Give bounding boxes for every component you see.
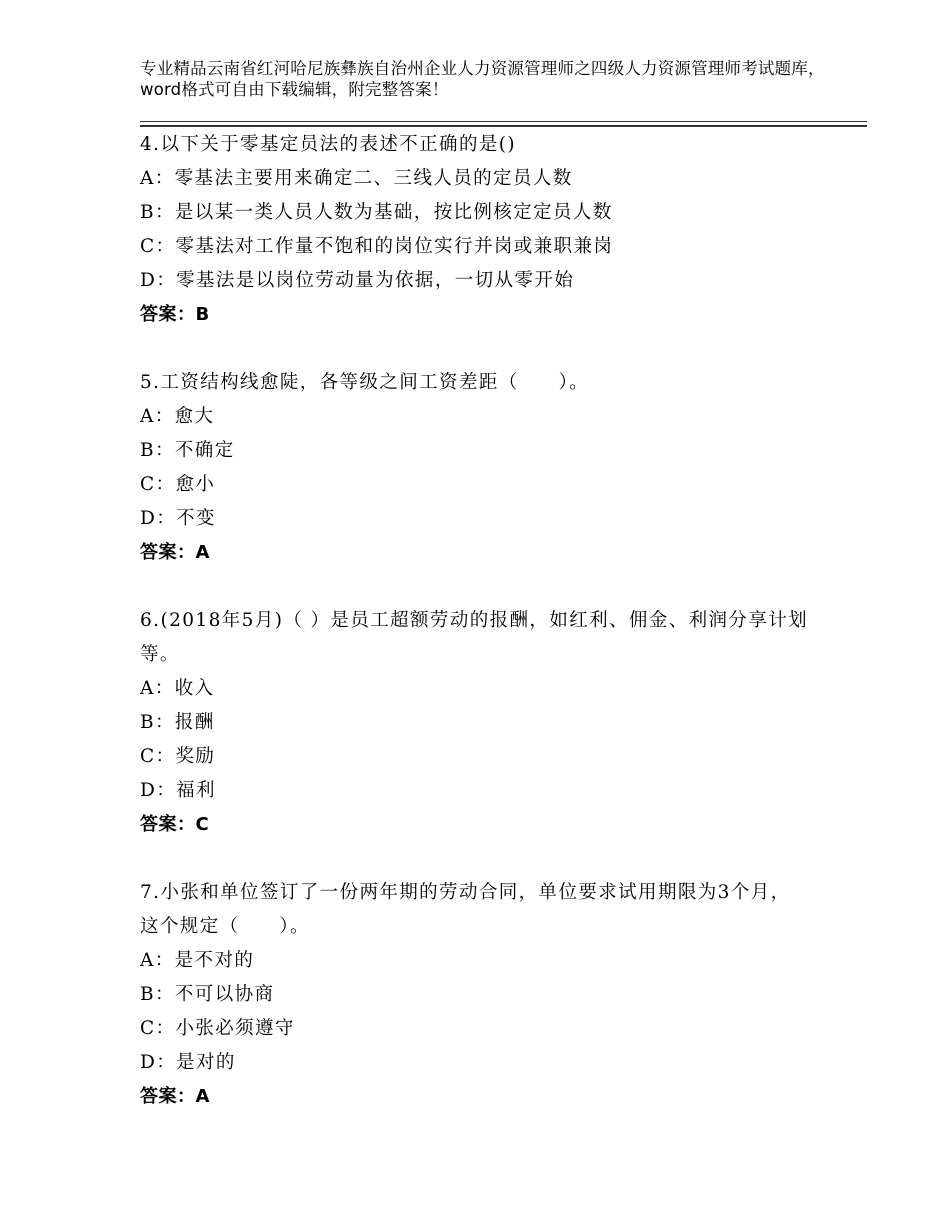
- option-b: B：不可以协商: [140, 984, 275, 1005]
- question-4: [140, 128, 840, 332]
- question-stem: 4.以下关于零基定员法的表述不正确的是(): [140, 134, 516, 155]
- option-d: D：零基法是以岗位劳动量为依据，一切从零开始: [140, 270, 575, 291]
- option-a: A：零基法主要用来确定二、三线人员的定员人数: [140, 168, 573, 189]
- answer-label: 答案：C: [140, 814, 210, 835]
- option-b: B：是以某一类人员人数为基础，按比例核定定员人数: [140, 202, 613, 223]
- option-a: A：收入: [140, 678, 215, 699]
- question-5: [140, 366, 840, 570]
- option-c: C：小张必须遵守: [140, 1018, 295, 1039]
- question-7: [140, 876, 840, 1114]
- option-a: A：愈大: [140, 406, 215, 427]
- question-6: [140, 604, 840, 842]
- option-c: C：零基法对工作量不饱和的岗位实行并岗或兼职兼岗: [140, 236, 614, 257]
- option-b: B：不确定: [140, 440, 235, 461]
- option-b: B：报酬: [140, 712, 215, 733]
- question-stem: 7.小张和单位签订了一份两年期的劳动合同，单位要求试用期限为3个月，这个规定（ ）。: [140, 882, 791, 937]
- option-a: A：是不对的: [140, 950, 255, 971]
- option-d: D：福利: [140, 780, 216, 801]
- question-stem: 6.(2018年5月)（ ）是员工超额劳动的报酬，如红利、佣金、利润分享计划等。: [140, 610, 809, 665]
- question-stem: 5.工资结构线愈陡，各等级之间工资差距（ ）。: [140, 372, 590, 393]
- header-divider-thin: [140, 121, 867, 122]
- option-c: C：愈小: [140, 474, 216, 495]
- answer-label: 答案：A: [140, 542, 210, 563]
- header-divider-thick: [140, 125, 867, 127]
- option-c: C：奖励: [140, 746, 216, 767]
- option-d: D：不变: [140, 508, 216, 529]
- option-d: D：是对的: [140, 1052, 236, 1073]
- answer-label: 答案：B: [140, 304, 210, 325]
- answer-label: 答案：A: [140, 1086, 210, 1107]
- document-header: 专业精品云南省红河哈尼族彝族自治州企业人力资源管理师之四级人力资源管理师考试题库，word格式可自由下载编辑，附完整答案！: [140, 59, 825, 99]
- question-list: [140, 128, 840, 1114]
